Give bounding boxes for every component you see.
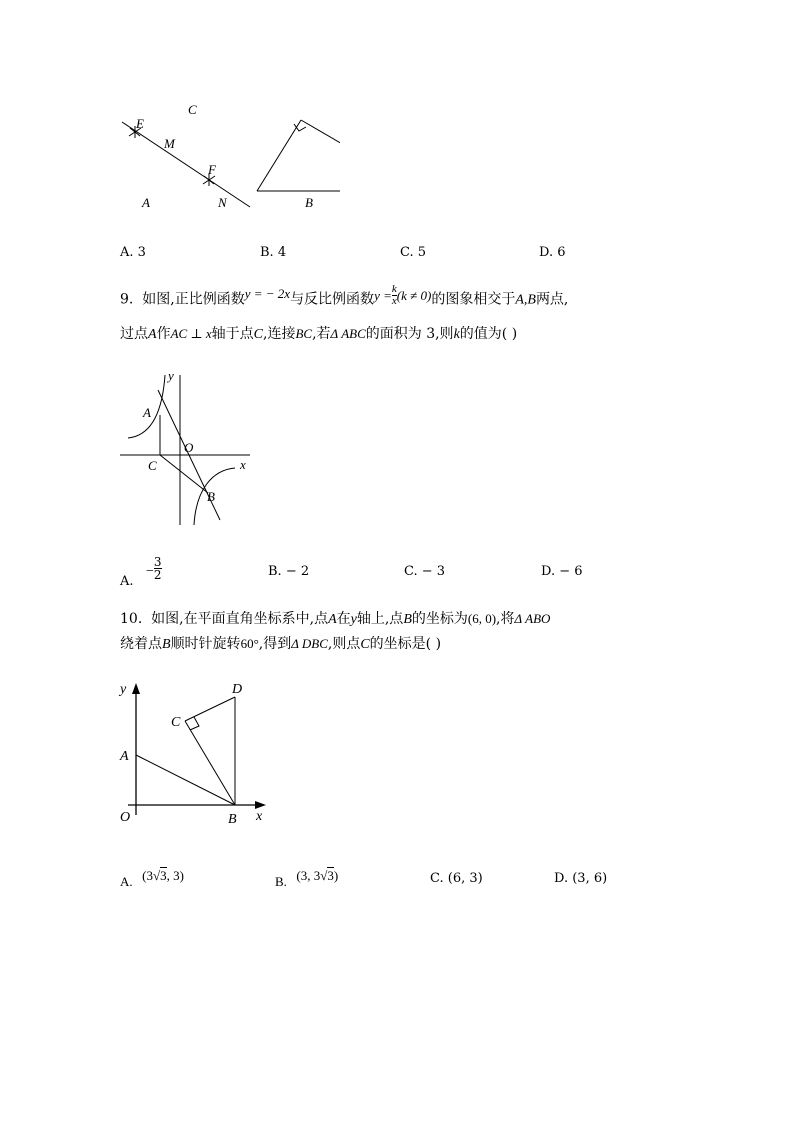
segment-ac bbox=[257, 120, 301, 191]
q8-figure bbox=[110, 100, 340, 215]
q10-text: 绕着点 bbox=[120, 636, 162, 652]
label-d: D bbox=[232, 682, 243, 697]
q9-line-1 bbox=[120, 283, 569, 311]
minus-sign: − bbox=[145, 563, 154, 579]
q8-option-d[interactable]: D. 6 bbox=[539, 245, 566, 260]
q9-answer-blank: 的值为( ) bbox=[459, 326, 518, 342]
q9-text: 如图,正比例函数 bbox=[142, 291, 245, 308]
q10-option-a[interactable] bbox=[120, 868, 184, 889]
q10-option-b[interactable] bbox=[275, 868, 339, 889]
q10-option-d[interactable]: D. (3, 6) bbox=[554, 871, 608, 886]
label-a: A bbox=[143, 405, 151, 420]
option-label: A. bbox=[120, 874, 133, 889]
q10-coordinate: (6, 0) bbox=[467, 611, 497, 626]
label-e: E bbox=[136, 116, 144, 131]
radicand: 3 bbox=[160, 868, 167, 883]
label-c: C bbox=[188, 102, 197, 117]
label-o: O bbox=[184, 440, 194, 455]
q9-option-a[interactable] bbox=[120, 555, 162, 589]
label-y: y bbox=[168, 368, 174, 383]
label-x: x bbox=[256, 809, 263, 824]
q10-point: B bbox=[403, 612, 412, 627]
option-value-part: (3, 3 bbox=[296, 868, 321, 883]
option-fraction bbox=[154, 556, 162, 581]
x-axis-arrow bbox=[255, 801, 266, 809]
segment-cb bbox=[301, 120, 340, 191]
q9-number: 9. bbox=[120, 291, 134, 308]
q9-line-2 bbox=[120, 323, 517, 343]
q10-line-1 bbox=[120, 608, 550, 628]
label-c: C bbox=[171, 715, 181, 730]
label-n: N bbox=[218, 195, 227, 210]
label-a: A bbox=[142, 195, 150, 210]
q9-text: 的面积为 3,则 bbox=[365, 326, 454, 342]
q9-points: A,B bbox=[515, 292, 536, 308]
y-axis-arrow bbox=[132, 683, 140, 694]
q10-text: 顺时针旋转 bbox=[170, 636, 241, 652]
q8-option-c[interactable]: C. 5 bbox=[400, 245, 427, 260]
label-y: y bbox=[120, 682, 127, 697]
q9-perpendicular: AC ⊥ x bbox=[170, 326, 212, 341]
label-x: x bbox=[240, 457, 246, 472]
option-value-part: ) bbox=[333, 868, 339, 883]
q10-text: 在 bbox=[336, 611, 351, 627]
q9-segment: BC bbox=[295, 326, 313, 341]
q10-angle: 60° bbox=[240, 636, 259, 651]
q8-option-b[interactable]: B. 4 bbox=[260, 245, 287, 260]
q9-text: ,连接 bbox=[263, 326, 296, 342]
q9-text: ,若 bbox=[312, 326, 331, 342]
q9-condition: (k ≠ 0) bbox=[396, 287, 432, 303]
fraction-numerator: k bbox=[391, 283, 397, 295]
segment-dc bbox=[185, 697, 235, 721]
q10-triangle: Δ ABO bbox=[514, 611, 551, 626]
label-b: B bbox=[305, 195, 313, 210]
q9-text: 轴于点 bbox=[211, 326, 254, 342]
q9-text: 作 bbox=[156, 326, 171, 342]
q9-text: 两点, bbox=[535, 291, 569, 308]
option-value-part: , 3) bbox=[166, 868, 184, 883]
q10-text: ,得到 bbox=[258, 636, 292, 652]
q9-k: k bbox=[453, 327, 460, 342]
right-angle-mark bbox=[190, 717, 199, 730]
q9-text: 与反比例函数 bbox=[290, 291, 375, 308]
q8-option-a[interactable]: A. 3 bbox=[120, 245, 146, 260]
sqrt-symbol: √ bbox=[320, 868, 328, 883]
q9-option-d[interactable]: D. − 6 bbox=[541, 564, 583, 579]
label-o: O bbox=[120, 810, 131, 825]
label-c: C bbox=[148, 458, 157, 473]
q10-text: 轴上,点 bbox=[356, 611, 404, 627]
option-value-part: (3 bbox=[142, 868, 153, 883]
q10-triangle: Δ DBC bbox=[291, 636, 328, 651]
segment-bc bbox=[160, 455, 208, 493]
q9-text: 过点 bbox=[120, 326, 148, 342]
q9-option-c[interactable]: C. − 3 bbox=[404, 564, 446, 579]
option-label: A. bbox=[120, 573, 134, 589]
q9-option-b[interactable]: B. − 2 bbox=[268, 564, 310, 579]
fraction-denominator: x bbox=[391, 295, 397, 307]
q9-text: 的图象相交于 bbox=[431, 291, 516, 308]
q9-triangle: Δ ABC bbox=[330, 326, 366, 341]
q10-point: A bbox=[328, 612, 337, 627]
option-label: B. bbox=[275, 874, 287, 889]
fraction-denominator: 2 bbox=[153, 568, 162, 582]
label-b: B bbox=[207, 489, 215, 504]
label-f: F bbox=[208, 162, 216, 177]
q9-point: C bbox=[253, 327, 264, 342]
label-b: B bbox=[228, 812, 237, 827]
q9-inverse-function-lhs: y = bbox=[374, 287, 392, 303]
label-a: A bbox=[120, 749, 129, 764]
q10-point: B bbox=[162, 637, 171, 652]
sqrt-symbol: √ bbox=[152, 868, 161, 883]
q10-text: ,将 bbox=[496, 611, 515, 627]
q10-text: ,则点 bbox=[327, 636, 361, 652]
q10-text: 的坐标为 bbox=[411, 611, 468, 627]
q10-number: 10. bbox=[120, 611, 143, 627]
q9-figure bbox=[110, 360, 260, 530]
q10-axis: y bbox=[350, 612, 357, 627]
q10-option-c[interactable]: C. (6, 3) bbox=[430, 871, 483, 886]
label-m: M bbox=[164, 136, 175, 151]
q10-answer-blank: 的坐标是( ) bbox=[369, 636, 442, 652]
q10-point: C bbox=[360, 637, 370, 652]
q9-point: A bbox=[148, 327, 157, 342]
q10-figure bbox=[110, 675, 280, 830]
fraction-numerator: 3 bbox=[153, 555, 162, 569]
radicand: 3 bbox=[327, 868, 334, 883]
q10-text: 如图,在平面直角坐标系中,点 bbox=[151, 611, 329, 627]
q10-line-2 bbox=[120, 633, 441, 653]
q9-linear-function: y = − 2x bbox=[244, 285, 291, 301]
